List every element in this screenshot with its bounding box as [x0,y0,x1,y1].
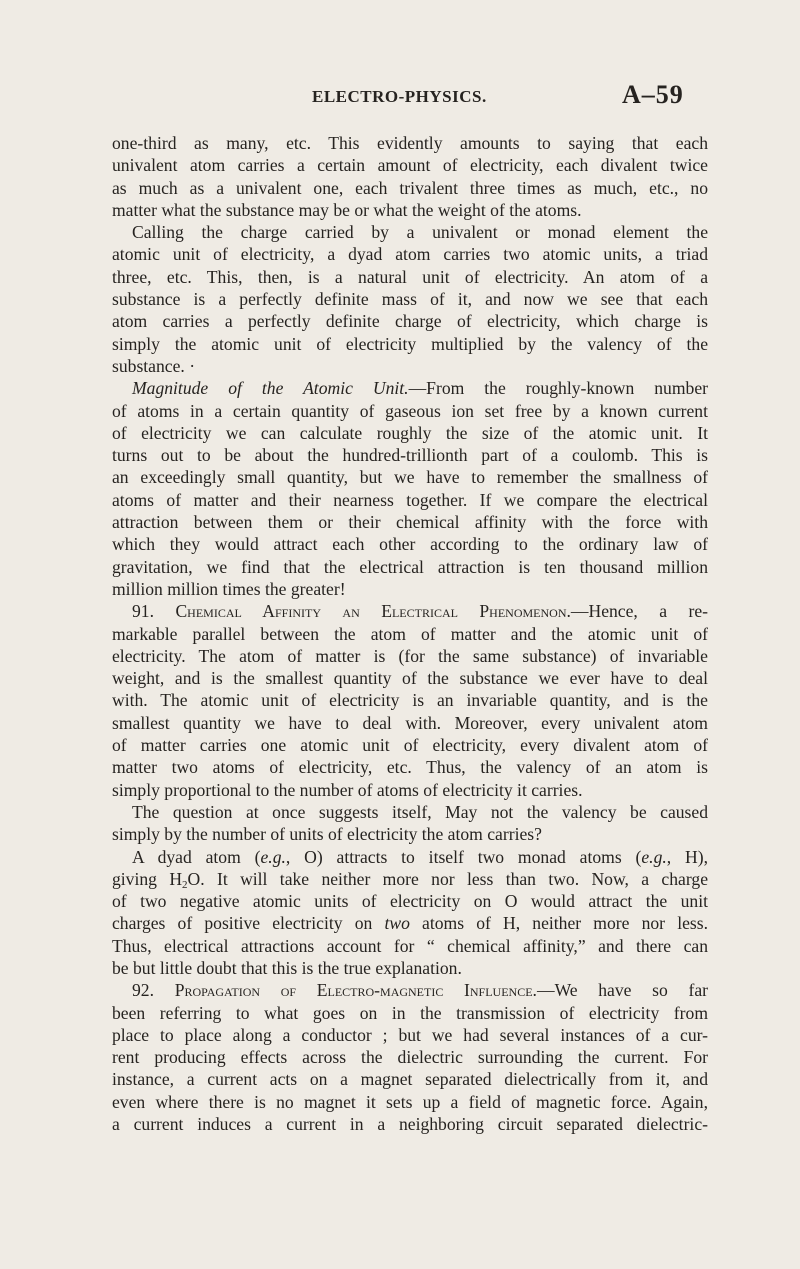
text-line: even where there is no magnet it sets up a field of magnetic force. Again, [112,1091,708,1112]
text-line: matter what the substance may be or what the weight of the atoms. [112,199,582,220]
text-line: atoms of matter and their nearness together. If we compare the electrical [112,489,708,510]
text-line: of two negative atomic units of electricity on O would attract the unit [112,891,708,912]
text-line: A dyad atom (e.g., O) attracts to itself two monad atoms (e.g., H), [132,846,708,867]
text-line: univalent atom carries a certain amount of electricity, each divalent twice [112,155,708,176]
text-line: simply by the number of units of electricity the atom carries? [112,824,542,845]
text-line: markable parallel between the atom of matter and the atomic unit of [112,623,708,644]
text-line: matter two atoms of electricity, etc. Thus, the valency of an atom is [112,757,708,778]
text-line: gravitation, we find that the electrical attraction is ten thousand million [112,556,708,577]
text-line: 91. Chemical Affinity an Electrical Phenomenon.—Hence, a re- [132,601,709,622]
text-line: The question at once suggests itself, May not the valency be caused [132,801,708,822]
text-line: giving $H_2O$. It will take neither more nor less than two. Now, a charge [112,868,708,891]
text-line: attraction between them or their chemical affinity with the force with [112,512,708,533]
text-line: with. The atomic unit of electricity is an invariable quantity, and is the [112,690,708,711]
text-line: simply proportional to the number of atoms of electricity it carries. [112,779,583,800]
text-line: smallest quantity we have to deal with. Moreover, every univalent atom [112,712,708,733]
text-line: weight, and is the smallest quantity of the substance we ever have to deal [112,668,708,689]
text-line: Magnitude of the Atomic Unit.—From the roughly-known number [132,378,708,399]
text-line: turns out to be about the hundred-trillionth part of a coulomb. This is [112,445,708,466]
section-heading: Chemical Affinity an Electrical Phenomenon. [175,601,571,622]
text-line: charges of positive electricity on two atoms of H, neither more nor less. [112,913,708,934]
text-line: rent producing effects across the dielectric surrounding the current. For [112,1047,708,1068]
text-line: 92. Propagation of Electro-magnetic Influence.—We have so far [132,980,709,1001]
page-header [0,80,800,114]
text-line: substance is a perfectly definite mass of it, and now we see that each [112,289,708,310]
text-line: an exceedingly small quantity, but we have to remember the smallness of [112,467,708,488]
text-line: Thus, electrical attractions account for “ chemical affinity,” and there can [112,935,708,956]
running-head: ELECTRO-PHYSICS. [312,87,487,106]
text-line: electricity. The atom of matter is (for the same substance) of invariable [112,645,708,666]
text-line: a current induces a current in a neighboring circuit separated dielectric- [112,1114,708,1135]
italic-text: e.g. [641,846,667,867]
section-number: 92. [132,980,175,1001]
italic-text: e.g. [260,846,286,867]
text-line: simply the atomic unit of electricity multiplied by the valency of the [112,333,708,354]
text-line: atom carries a perfectly definite charge of electricity, which charge is [112,311,708,332]
text-line: which they would attract each other according to the ordinary law of [112,534,708,555]
text-line: one-third as many, etc. This evidently amounts to saying that each [112,133,708,153]
section-heading: Propagation of Electro-magnetic Influence. [174,980,537,1001]
text-line: of electricity we can calculate roughly the size of the atomic unit. It [112,422,708,443]
body-text [112,132,708,1135]
text-line: of matter carries one atomic unit of electricity, every divalent atom of [112,735,708,756]
italic-text: two [384,913,410,934]
section-number: 91. [132,601,176,622]
text-line: been referring to what goes on in the transmission of electricity from [112,1002,708,1023]
text-line: million million times the greater! [112,578,346,599]
subscript: 2 [182,878,188,891]
text-line: of atoms in a certain quantity of gaseous ion set free by a known current [112,400,708,421]
page-number: A–59 [622,80,684,109]
text-line: three, etc. This, then, is a natural unit of electricity. An atom of a [112,266,708,287]
text-line: be but little doubt that this is the true explanation. [112,957,462,978]
text-line: as much as a univalent one, each trivalent three times as much, etc., no [112,177,708,198]
text-line: instance, a current acts on a magnet separated dielectrically from it, and [112,1069,708,1090]
subsection-heading: Magnitude of the Atomic Unit. [132,378,409,399]
text-line: place to place along a conductor ; but we had several instances of a cur- [112,1024,708,1045]
text-line: Calling the charge carried by a univalent or monad element the [132,222,708,243]
text-line: substance. · [112,355,196,376]
text-line: atomic unit of electricity, a dyad atom carries two atomic units, a triad [112,244,708,265]
